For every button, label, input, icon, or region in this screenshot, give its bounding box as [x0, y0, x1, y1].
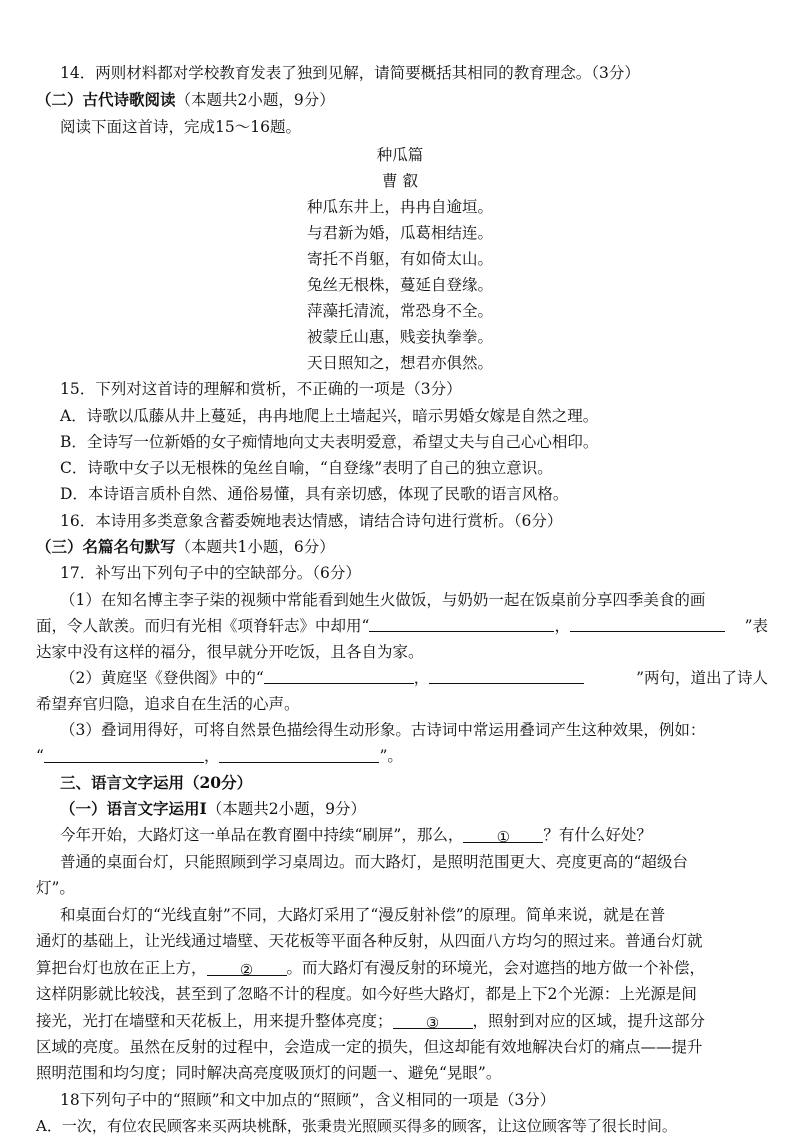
passage-line: 这样阴影就比较浅，甚至到了忽略不计的程度。如今好些大路灯，都是上下2个光源：上光源是间	[36, 985, 697, 1003]
question-17-part3-line1: （3）叠词用得好，可将自然景色描绘得生动形象。古诗词中常运用叠词产生这种效果，例如：	[60, 721, 706, 739]
passage-blank-1[interactable]	[463, 826, 543, 846]
passage-text: 今年开始，大路灯这一单品在教育圈中持续“刷屏”，那么，	[60, 826, 464, 844]
question-15-option-c: C．诗歌中女子以无根株的兔丝自喻，“自登缘”表明了自己的独立意识。	[60, 459, 553, 477]
part3-title: 三、语言文字运用（20分）	[60, 773, 253, 792]
passage-text: 接光，光打在墙壁和天花板上，用来提升整体亮度；	[36, 1012, 393, 1030]
answer-blank[interactable]	[429, 667, 584, 684]
question-17-part1-line1: （1）在知名博主李子柒的视频中常能看到她生火做饭，与奶奶一起在饭桌前分享四季美食的画	[60, 591, 706, 609]
question-18-option-a: A．一次，有位农民顾客来买两块桃酥，张秉贵光照顾买得多的顾客，让这位顾客等了很长时间。	[36, 1117, 677, 1135]
poem-line: 天日照知之，想君亦俱然。	[306, 354, 493, 372]
answer-blank[interactable]	[219, 746, 379, 763]
blank-number: ①	[496, 828, 511, 846]
section-poetry-title: （二）古代诗歌阅读	[36, 90, 176, 109]
answer-blank[interactable]	[369, 615, 554, 632]
q17-text: ”。	[379, 747, 403, 765]
passage-blank-2[interactable]	[207, 959, 287, 979]
question-17-part1-line3: 达家中没有这样的福分，很早就分开吃饭，且各自为家。	[36, 643, 424, 661]
poem-line: 萍藻托清流，常恐身不全。	[306, 302, 493, 320]
poem-author: 曹 叡	[382, 172, 418, 190]
question-15-option-a: A．诗歌以瓜藤从井上蔓延，冉冉地爬上土墙起兴，暗示男婚女嫁是自然之理。	[60, 407, 599, 425]
answer-blank[interactable]	[44, 746, 204, 763]
question-16: 16．本诗用多类意象含蓄委婉地表达情感，请结合诗句进行赏析。（6分）	[60, 512, 563, 530]
section-dictation-note: （本题共1小题，6分）	[175, 538, 335, 556]
question-15-stem: 15．下列对这首诗的理解和赏析，不正确的一项是（3分）	[60, 380, 462, 398]
section-poetry-note: （本题共2小题，9分）	[175, 91, 335, 109]
question-15-option-d: D．本诗语言质朴自然、通俗易懂，具有亲切感，体现了民歌的语言风格。	[60, 485, 569, 503]
poem-line: 种瓜东井上，冉冉自逾垣。	[306, 198, 493, 216]
question-17-part3-line2	[36, 745, 403, 767]
question-18-stem: 18下列句子中的“照顾”和文中加点的“照顾”，含义相同的一项是（3分）	[60, 1091, 556, 1109]
poem-line: 被蒙丘山惠，贱妾执拳拳。	[306, 328, 493, 346]
section-poetry-heading	[36, 89, 335, 111]
part3-sub-title: （一）语言文字运用Ⅰ	[60, 799, 207, 818]
q17-text: ”两句，道出了诗人	[636, 669, 768, 687]
question-14: 14．两则材料都对学校教育发表了独到见解，请简要概括其相同的教育理念。（3分）	[60, 64, 640, 82]
q17-text: ，	[554, 617, 570, 635]
poem-line: 与君新为婚，瓜葛相结连。	[306, 224, 493, 242]
q17-text: 面，令人歆羡。而归有光相《项脊轩志》中却用“	[36, 617, 370, 635]
passage-text: ，照射到对应的区域，提升这部分	[472, 1012, 706, 1030]
passage-line: 通灯的基础上，让光线通过墙壁、天花板等平面各种反射，从四面八方均匀的照过来。普通台灯就	[36, 932, 703, 950]
passage-line: 和桌面台灯的“光线直射”不同，大路灯采用了“漫反射补偿”的原理。简单来说，就是在普	[60, 906, 666, 924]
question-17-part2-line2: 希望弃官归隐，追求自在生活的心声。	[36, 695, 300, 713]
q17-text: ”表	[744, 617, 768, 635]
passage-blank-3[interactable]	[393, 1012, 473, 1032]
passage-line: 区域的亮度。虽然在反射的过程中，会造成一定的损失，但这却能有效地解决台灯的痛点——提升	[36, 1038, 703, 1056]
passage-line	[36, 957, 705, 979]
passage-line: 灯”。	[36, 879, 75, 897]
question-15-option-b: B．全诗写一位新婚的女子痴情地向丈夫表明爱意，希望丈夫与自己心心相印。	[60, 433, 599, 451]
passage-text: 算把台灯也放在正上方，	[36, 959, 207, 977]
passage-line	[60, 824, 652, 846]
part3-sub-note: （本题共2小题，9分）	[206, 800, 366, 818]
blank-number: ③	[425, 1014, 440, 1032]
poem-line: 兔丝无根株，蔓延自登缘。	[306, 276, 493, 294]
blank-number: ②	[239, 961, 254, 979]
q17-text: ，	[413, 669, 430, 687]
q17-text: “	[36, 747, 44, 765]
poem-line: 寄托不肖躯，有如倚太山。	[306, 250, 493, 268]
passage-line: 普通的桌面台灯，只能照顾到学习桌周边。而大路灯，是照明范围更大、亮度更高的“超级台	[60, 853, 688, 871]
question-17-part1-line2	[36, 615, 768, 637]
answer-blank[interactable]	[570, 615, 725, 632]
section-dictation-title: （三）名篇名句默写	[36, 537, 176, 556]
question-17-part2-line1	[36, 667, 768, 689]
q17-text: （2）黄庭坚《登供阁》中的“	[60, 669, 264, 687]
poetry-instruction: 阅读下面这首诗，完成15～16题。	[60, 118, 301, 136]
answer-blank[interactable]	[264, 667, 414, 684]
passage-text: ？有什么好处？	[543, 826, 652, 844]
question-17-stem: 17．补写出下列句子中的空缺部分。（6分）	[60, 564, 361, 582]
section-dictation-heading	[36, 536, 335, 558]
passage-text: 。而大路灯有漫反射的环境光，会对遮挡的地方做一个补偿，	[286, 959, 706, 977]
q17-text: ，	[203, 747, 220, 765]
poem-title: 种瓜篇	[376, 146, 424, 164]
passage-line	[36, 1010, 705, 1032]
passage-line: 照明范围和均匀度；同时解决高亮度吸顶灯的问题一、避免“晃眼”。	[36, 1064, 502, 1082]
part3-sub-heading	[60, 798, 366, 820]
